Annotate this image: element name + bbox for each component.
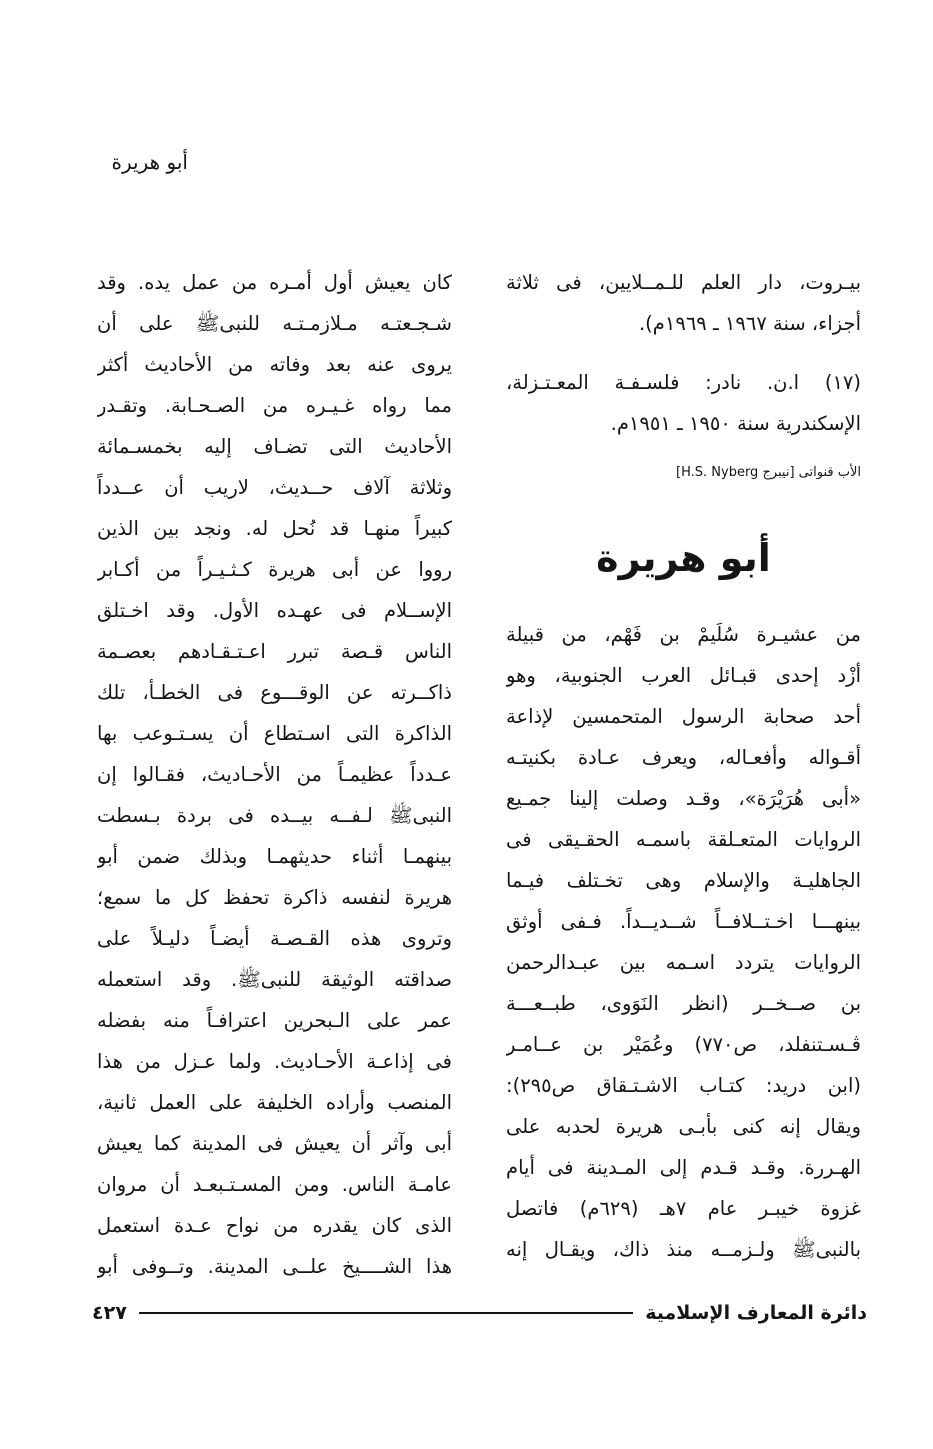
body-line: بن صــخــر (انظر النَوَوى، طبــعـــة bbox=[506, 992, 861, 1015]
reference-17 bbox=[506, 362, 861, 444]
body-line: صداقته الوثيقة للنبىﷺ. وقد استعمله bbox=[97, 968, 452, 991]
body-line: «أبى هُرَيْرَة»، وقـد وصلت إلينا جمـيع bbox=[506, 787, 861, 810]
running-head: أبو هريرة bbox=[111, 150, 188, 174]
body-line: الروايات يتردد اسـمه بين عبـدالرحمن bbox=[506, 951, 861, 974]
body-line: كبيراً منهـا قد نُحل له. ونجد بين الذين bbox=[97, 517, 452, 540]
spacer bbox=[506, 344, 861, 362]
body-line: بالنبىﷺ ولـزمــه منذ ذاك، ويقـال إنه bbox=[506, 1238, 861, 1261]
body-line: ڤـسـتنفلد، ص٧٧٠) وعُمَيْر بن عــامـر bbox=[506, 1033, 861, 1056]
body-line: الإســلام فى عهـده الأول. وقد اخـتلق bbox=[97, 599, 452, 622]
body-line: شـجـعتـه مـلازمـتـه للنبىﷺ على أن bbox=[97, 312, 452, 335]
page-footer bbox=[92, 1295, 867, 1331]
body-line: فى إذاعـة الأحـاديث. ولما عـزل من هذا bbox=[97, 1050, 452, 1073]
body-line: الناس قـصة تبرر اعـتـقـادهم بعصـمة bbox=[97, 640, 452, 663]
body-line: مما رواه غـيـره من الصـحـابة. وتقـدر bbox=[97, 394, 452, 417]
body-line: وتروى هذه القـصـة أيضـاً دليـلاً على bbox=[97, 927, 452, 950]
body-line: أحد صحابة الرسول المتحمسين لإذاعة bbox=[506, 705, 861, 728]
reference-line: أجزاء، سنة ١٩٦٧ ـ ١٩٦٩م). bbox=[638, 312, 861, 335]
body-line: كان يعيش أول أمـره من عمل يده. وقد bbox=[97, 271, 452, 294]
body-line: يروى عنه بعد وفاته من الأحاديث أكثر bbox=[97, 353, 452, 376]
reference-line: بيـروت، دار العلم للـمــلايين، فى ثلاثة bbox=[506, 271, 861, 294]
body-line: بينهـــا اخـتــلافــاً شــديــداً. فـفى أوثق bbox=[506, 910, 861, 933]
body-line: عـدداً عظيمـاً من الأحـاديث، فقـالوا إن bbox=[97, 763, 452, 786]
article-body-left bbox=[97, 262, 452, 1287]
body-line: هريرة لنفسه ذاكرة تحفظ كل ما سمع؛ bbox=[97, 886, 452, 909]
body-line: الأحاديث التى تضـاف إليه بخمسـمائة bbox=[97, 435, 452, 458]
body-line: (ابن دريد: كتـاب الاشـتـقاق ص٢٩٥): bbox=[506, 1074, 861, 1097]
right-column bbox=[506, 262, 861, 1270]
body-line: غزوة خيبـر عام ٧هـ (٦٢٩م) فاتصل bbox=[506, 1197, 861, 1220]
body-line: المنصب وأراده الخليفة على العمل ثانية، bbox=[97, 1091, 452, 1114]
body-line: أقـواله وأفعـاله، ويعرف عـادة بكنيتـه bbox=[506, 746, 861, 769]
body-line: رووا عن أبى هريرة كـثـيـراً من أكـابر bbox=[97, 558, 452, 581]
body-line: الذاكرة التى اسـتطاع أن يسـتـوعب بها bbox=[97, 722, 452, 745]
body-line: عمر على الـبحرين اعترافـاً منه بفضله bbox=[97, 1009, 452, 1032]
page-number: ٤٢٧ bbox=[92, 1302, 127, 1324]
body-line: الذى كان يقدره من نواح عـدة استعمل bbox=[97, 1214, 452, 1237]
article-title: أبو هريرة bbox=[596, 536, 771, 580]
body-line: ويقال إنه كنى بأبـى هريرة لحدبه على bbox=[506, 1115, 861, 1138]
reference-line: الإسكندرية سنة ١٩٥٠ ـ ١٩٥١م. bbox=[610, 412, 861, 435]
body-line: هذا الشــــيخ علــى المدينة. وتــوفى أبو bbox=[97, 1255, 452, 1278]
body-line: النبىﷺ لـفــه بيــده فى بردة بـسطت bbox=[97, 804, 452, 827]
footer-rule bbox=[139, 1312, 633, 1314]
author-signature: الأب قنواتى [نيبرج H.S. Nyberg] bbox=[676, 465, 861, 480]
body-line: الهـررة. وقـد قـدم إلى المـدينة فى أيام bbox=[506, 1156, 861, 1179]
left-column bbox=[97, 262, 452, 1287]
article-body-right bbox=[506, 614, 861, 1270]
reference-continuation bbox=[506, 262, 861, 344]
body-line: من عشيـرة سُلَيمْ بن فَهْم، من قبيلة bbox=[506, 623, 861, 646]
body-line: أبى وآثر أن يعيش فى المدينة كما يعيش bbox=[97, 1132, 452, 1155]
body-line: ذاكــرته عن الوقـــوع فى الخطـأ، تلك bbox=[97, 681, 452, 704]
body-line: عامـة الناس. ومن المسـتـبعـد أن مروان bbox=[97, 1173, 452, 1196]
reference-line: (١٧) ا.ن. نادر: فلسـفـة المعـتـزلة، bbox=[506, 371, 861, 394]
body-line: الروايات المتعـلقة باسمـه الحقـيقى فى bbox=[506, 828, 861, 851]
body-line: الجاهليـة والإسلام وهى تخـتلف فيـما bbox=[506, 869, 861, 892]
body-line: بينهمـا أثناء حديثهمـا وبذلك ضمن أبو bbox=[97, 845, 452, 868]
body-line: وثلاثة آلاف حــديث، لاريب أن عــدداً bbox=[97, 476, 452, 499]
body-line: أزْد إحدى قبـائل العرب الجنوبية، وهو bbox=[506, 664, 861, 687]
footer-title: دائرة المعارف الإسلامية bbox=[645, 1302, 867, 1324]
